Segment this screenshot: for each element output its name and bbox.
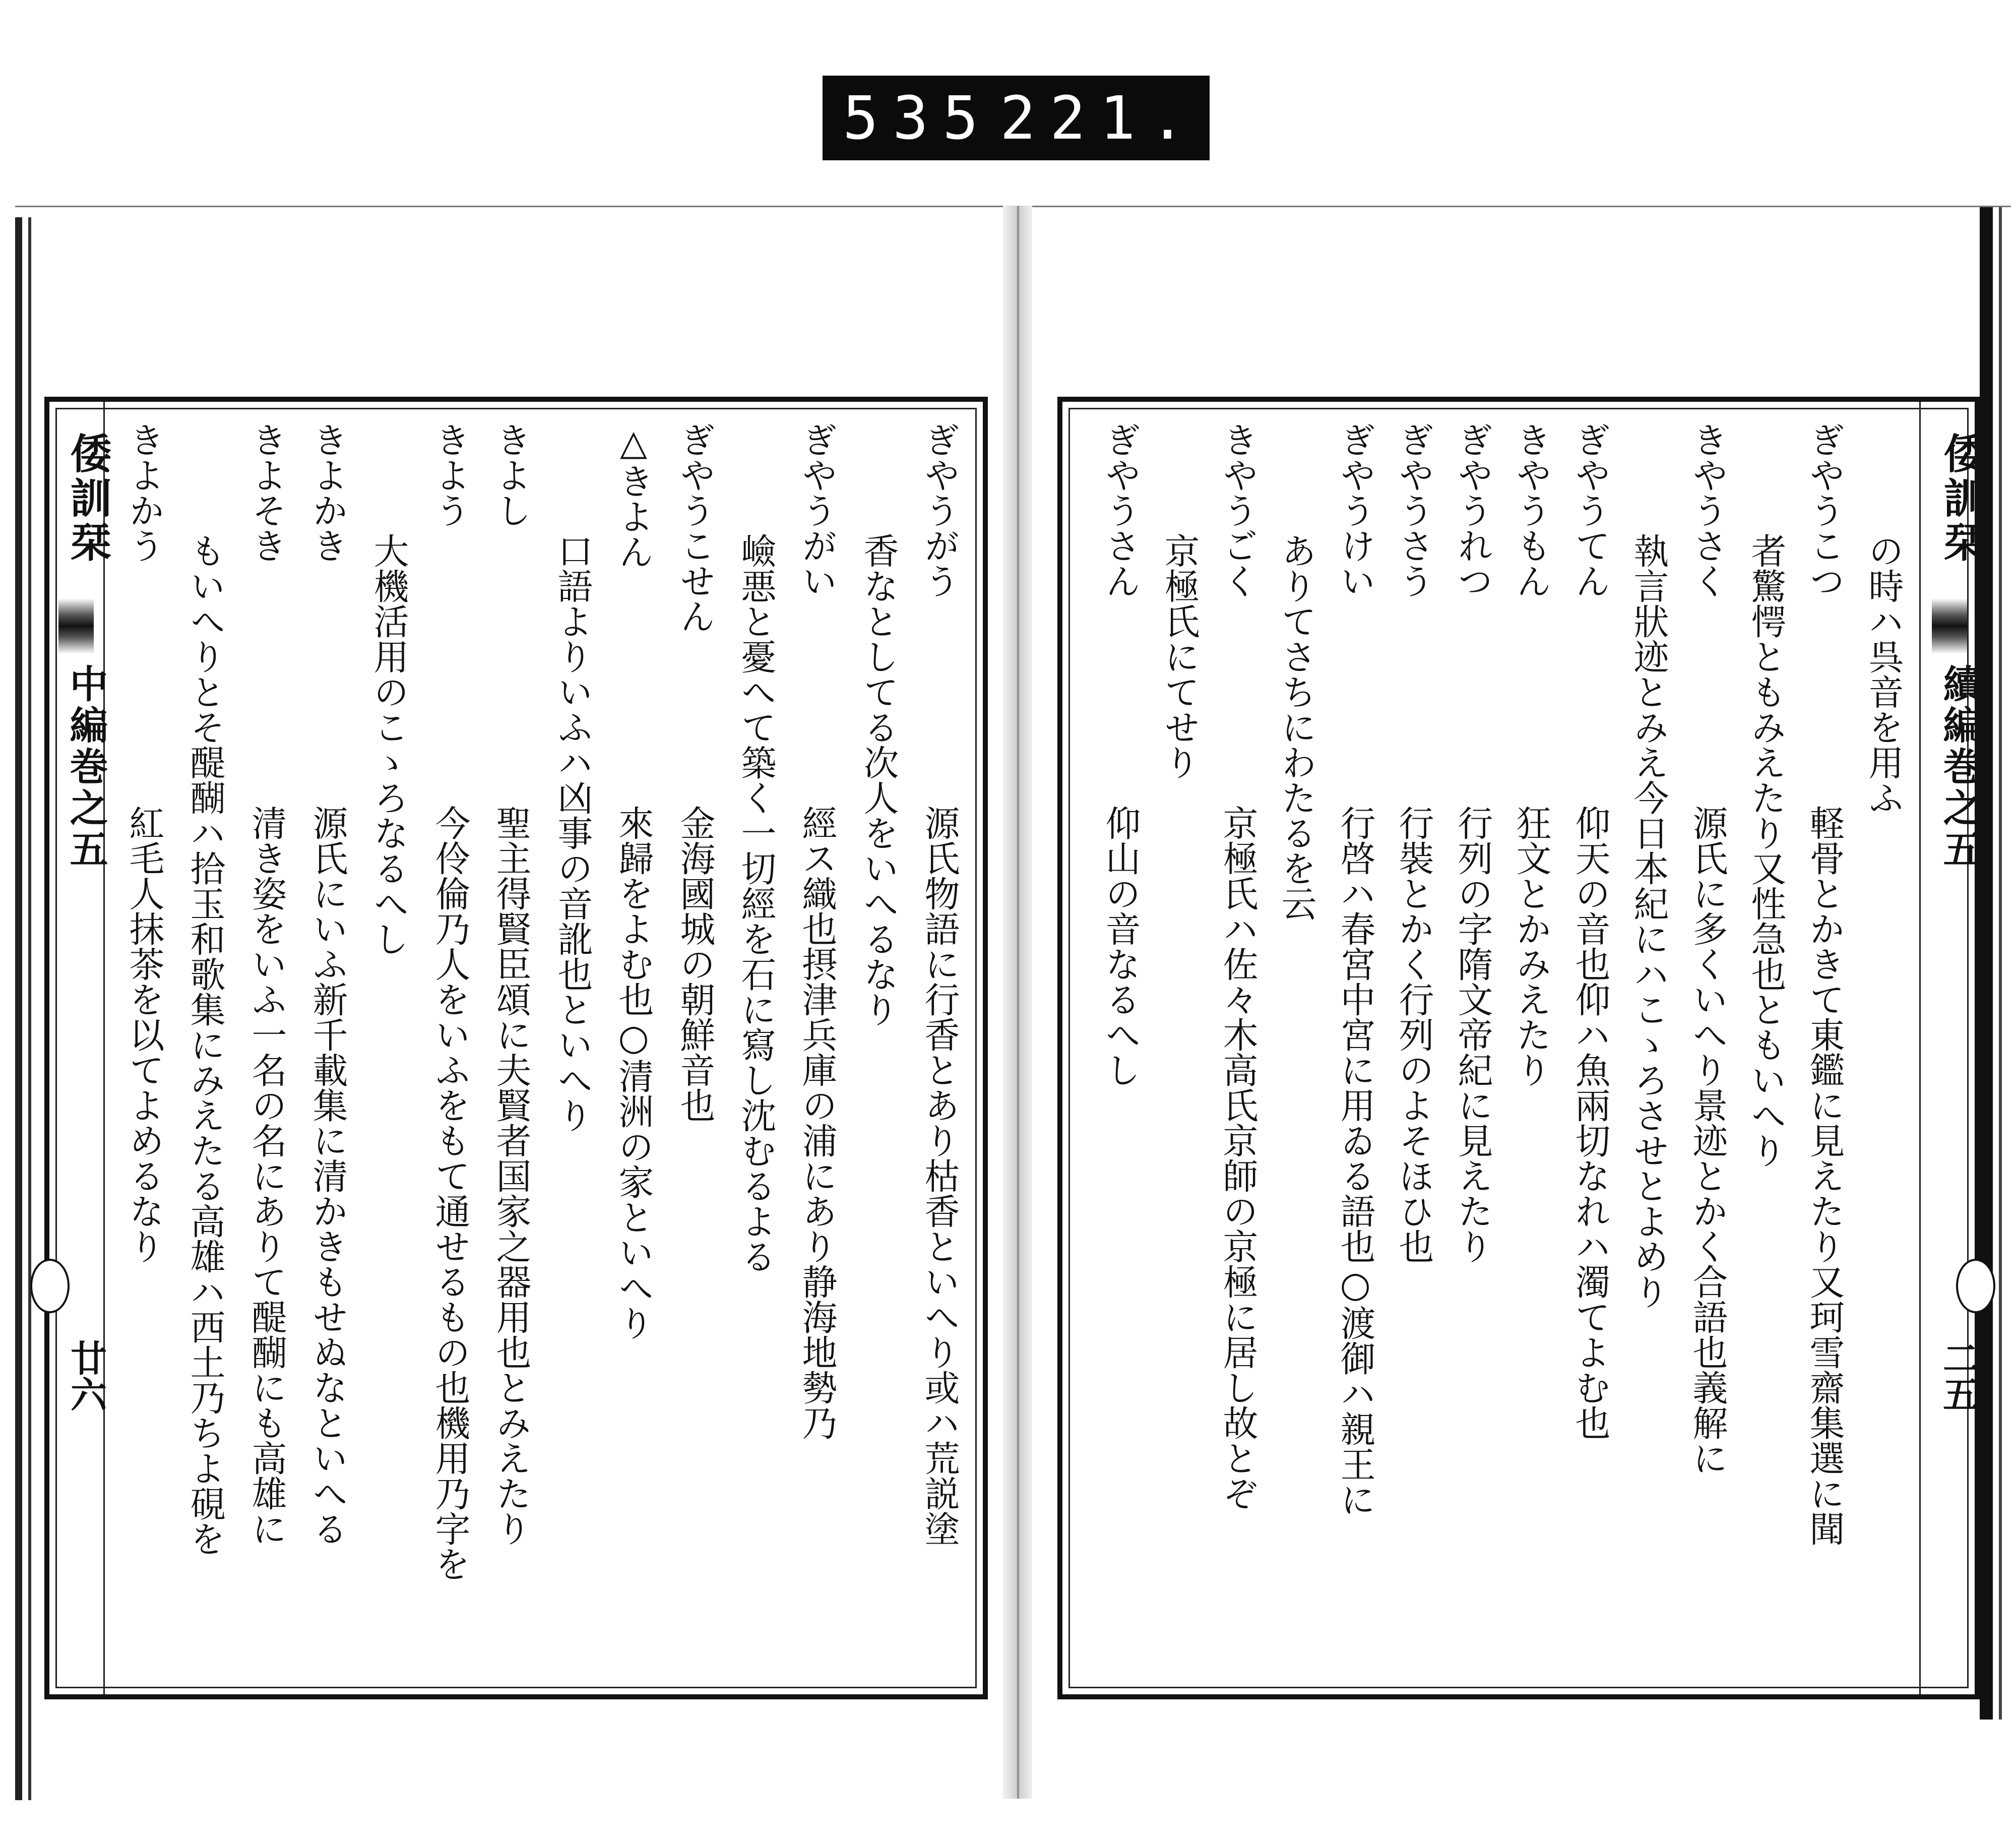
left-text-column xyxy=(246,422,287,1672)
right-entry-text: 執言狀迹とみえ今日本紀にハこゝろさせとよめり xyxy=(1628,533,1669,1309)
right-entry-headword: きやうもん xyxy=(1510,422,1552,598)
right-entry-headword: きやうさく xyxy=(1687,422,1728,598)
left-entry-text: 源氏物語に行香とあり枯香といへり或ハ荒説塗 xyxy=(919,805,960,1546)
left-entry-text: 聖主得賢臣頌に夫賢者国家之器用也とみえたり xyxy=(490,805,532,1546)
left-entry-text: 口語よりいふハ凶事の音訛也といへり xyxy=(552,533,593,1133)
right-text-column xyxy=(1510,422,1552,1672)
left-entry-headword: △きよん xyxy=(613,422,654,569)
left-page-frame xyxy=(44,397,988,1699)
right-text-column xyxy=(1687,422,1728,1672)
left-entry-headword: きよかき xyxy=(307,422,348,563)
right-entry-headword: きやうごく xyxy=(1217,422,1258,598)
right-page-margin-column xyxy=(1919,402,1985,1694)
left-margin-volume: 中編巻之五 xyxy=(64,664,108,871)
right-entry-headword: ぎやうれつ xyxy=(1452,422,1493,598)
right-page xyxy=(1032,206,2011,1800)
right-entry-text: 京極氏にてせり xyxy=(1159,533,1200,780)
left-margin-folio: 廿六 xyxy=(65,1339,107,1412)
right-entry-headword: ぎやうこつ xyxy=(1804,422,1845,598)
left-entry-text: もいへりとそ醍醐ハ拾玉和歌集にみえたる高雄ハ西土乃ちよ硯を xyxy=(184,533,226,1556)
left-text-column xyxy=(429,422,471,1672)
right-entry-text: ありてさちにわたるを云 xyxy=(1276,533,1317,921)
left-page xyxy=(15,206,1004,1800)
left-entry-headword: きよし xyxy=(490,422,532,528)
right-text-column xyxy=(1217,422,1258,1672)
left-entry-text: 源氏にいふ新千載集に清かきもせぬなといへる xyxy=(307,805,348,1546)
left-entry-text: 今伶倫乃人をいふをもて通せるもの也機用乃字を xyxy=(429,805,471,1581)
left-text-column xyxy=(123,422,165,1672)
left-text-column xyxy=(613,422,654,1672)
right-text-column xyxy=(1100,422,1141,1672)
book-binding xyxy=(1003,206,1033,1799)
left-entry-text: 來歸をよむ也○清洲の家といへり xyxy=(613,805,654,1340)
left-fishtail-mark xyxy=(30,1259,70,1313)
right-entry-text: 者驚愕ともみえたり又性急也ともいへり xyxy=(1745,533,1787,1168)
right-entry-headword: ぎやうさん xyxy=(1100,422,1141,598)
left-entry-text: 金海國城の朝鮮音也 xyxy=(674,805,716,1123)
left-entry-text: 經ス織也摂津兵庫の浦にあり静海地勢乃 xyxy=(796,805,838,1440)
right-text-column xyxy=(1393,422,1434,1672)
right-page-text xyxy=(1093,422,1914,1682)
right-fishtail-mark xyxy=(1956,1259,1995,1313)
scan-reference-label xyxy=(823,76,1210,160)
right-entry-headword: ぎやうてん xyxy=(1569,422,1611,598)
left-entry-text: 清き姿をいふ一名の名にありて醍醐にも高雄に xyxy=(246,805,287,1546)
right-entry-text: 仰山の音なるへし xyxy=(1100,805,1141,1087)
left-entry-headword: ぎやうこせん xyxy=(674,422,716,634)
right-entry-text: 狂文とかみえたり xyxy=(1510,805,1552,1087)
left-text-column xyxy=(796,422,838,1672)
right-text-column xyxy=(1569,422,1611,1672)
right-entry-text: 源氏に多くいへり景迹とかく合語也義解に xyxy=(1687,805,1728,1476)
left-entry-text: 香なとしてる次人をいへるなり xyxy=(858,533,899,1027)
left-entry-text: 大機活用のこゝろなるへし xyxy=(368,533,409,956)
right-text-column xyxy=(1804,422,1845,1672)
right-margin-folio: 二五 xyxy=(1937,1339,1980,1412)
right-entry-text: 仰天の音也仰ハ魚兩切なれハ濁てよむ也 xyxy=(1569,805,1611,1440)
left-page-margin-column xyxy=(49,402,112,1694)
left-entry-headword: きよそき xyxy=(246,422,287,563)
left-page-edge xyxy=(15,217,45,1800)
right-text-column xyxy=(1452,422,1493,1672)
left-text-column xyxy=(307,422,348,1672)
open-book xyxy=(15,206,2011,1799)
right-entry-text: 行列の字隋文帝紀に見えたり xyxy=(1452,805,1493,1264)
left-page-text xyxy=(115,422,972,1682)
left-entry-headword: ぎやうがい xyxy=(796,422,838,598)
left-entry-headword: きよう xyxy=(429,422,471,528)
right-margin-title: 倭訓栞 xyxy=(1937,432,1985,565)
left-entry-headword: きよかう xyxy=(123,422,165,563)
right-entry-text: 行啓ハ春宮中宮に用ゐる語也○渡御ハ親王に xyxy=(1335,805,1376,1517)
right-entry-headword: ぎやうさう xyxy=(1393,422,1434,598)
left-margin-title: 倭訓栞 xyxy=(64,432,112,565)
left-entry-headword: ぎやうがう xyxy=(919,422,960,598)
left-entry-text: 嶮悪と憂へて築く一切經を石に寫し沈むるよる xyxy=(735,533,777,1274)
scan-label-right-number: 221. xyxy=(999,83,1200,153)
right-margin-volume: 續編巻之五 xyxy=(1937,664,1982,871)
scan-label-left-number: 535 xyxy=(843,83,993,153)
right-entry-text: 行裝とかく行列のよそほひ也 xyxy=(1393,805,1434,1264)
right-page-frame xyxy=(1057,397,1985,1699)
left-text-column xyxy=(919,422,960,1672)
left-fold-mark xyxy=(58,598,94,654)
right-entry-text: 京極氏ハ佐々木高氏京師の京極に居し故とぞ xyxy=(1217,805,1258,1511)
left-entry-text: 紅毛人抹茶を以てよめるなり xyxy=(123,805,165,1264)
right-entry-headword: ぎやうけい xyxy=(1335,422,1376,598)
left-text-column xyxy=(674,422,716,1672)
right-fold-mark xyxy=(1932,598,1967,654)
right-entry-text: の時ハ呉音を用ふ xyxy=(1863,533,1904,815)
right-text-column xyxy=(1335,422,1376,1672)
left-text-column xyxy=(490,422,532,1672)
right-entry-text: 軽骨とかきて東鑑に見えたり又珂雪齋集選に聞 xyxy=(1804,805,1845,1546)
